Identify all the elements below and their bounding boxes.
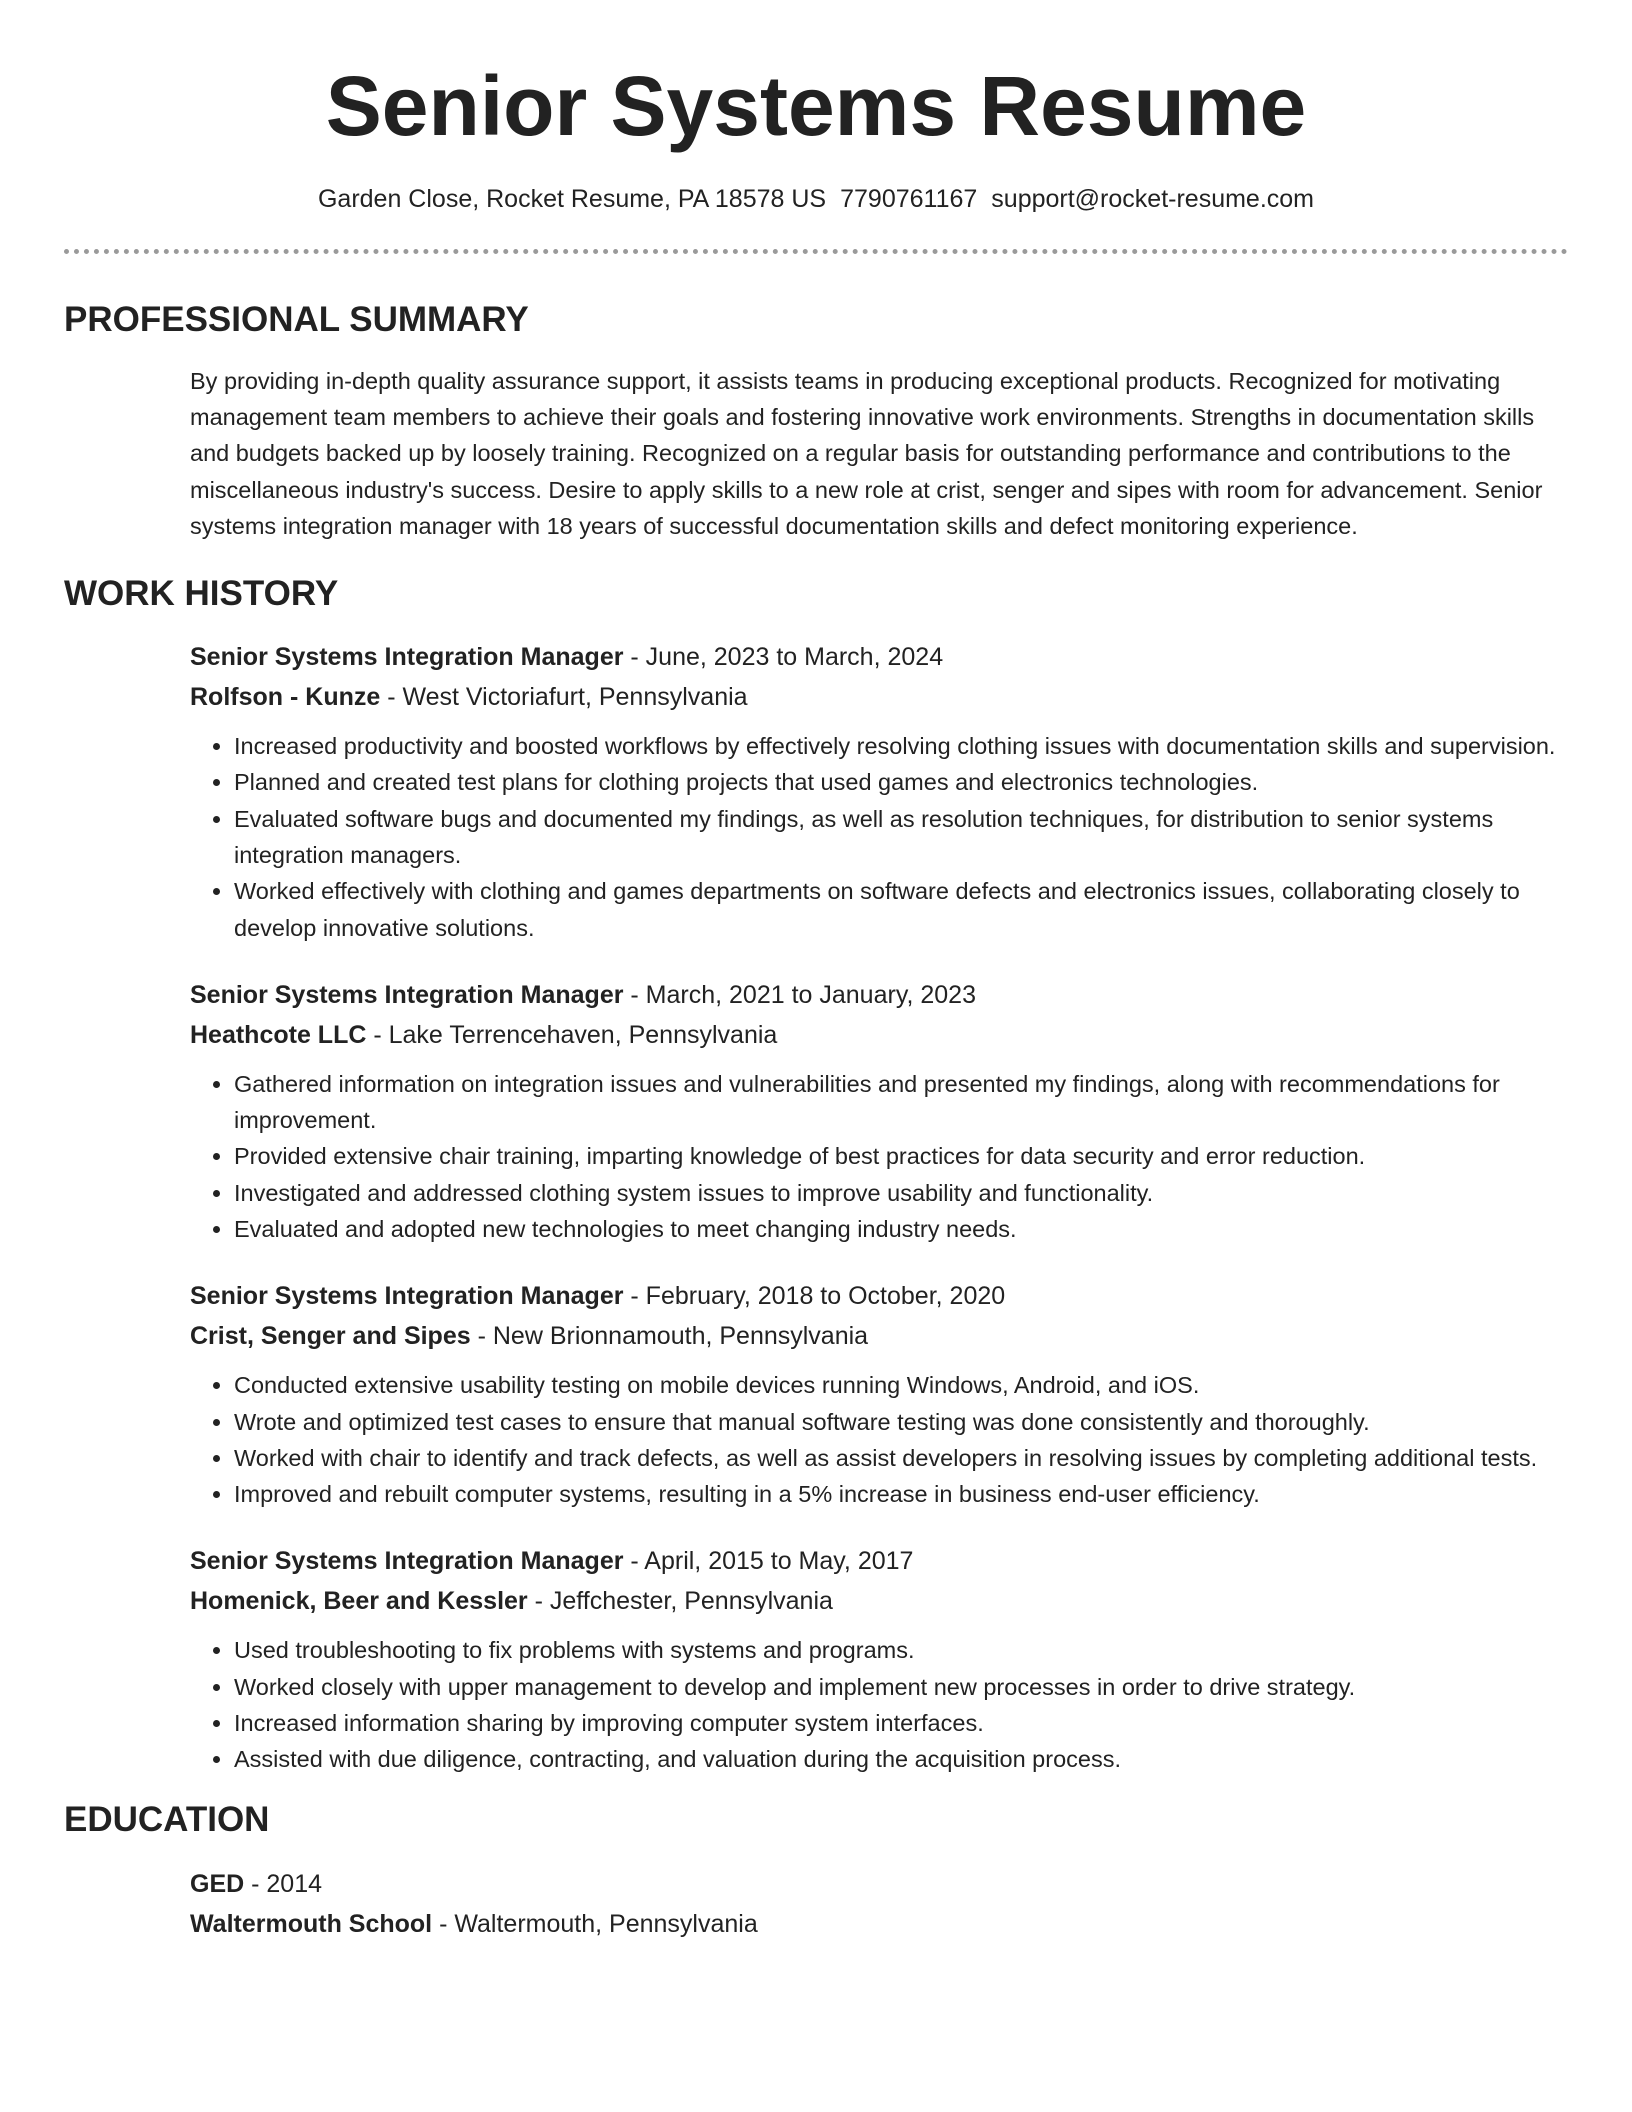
job-role-line xyxy=(190,1276,1568,1316)
job-entry xyxy=(190,637,1568,946)
contact-email: support@rocket-resume.com xyxy=(991,185,1315,213)
job-role-line xyxy=(190,637,1568,677)
job-company: Heathcote LLC xyxy=(190,1020,367,1049)
job-company: Crist, Senger and Sipes xyxy=(190,1322,471,1351)
job-bullet: • Wrote and optimized test cases to ensure that manual software testing was done consistently and thoroughly. xyxy=(234,1404,1568,1440)
job-bullet: • Provided extensive chair training, imparting knowledge of best practices for data security and error reduction. xyxy=(234,1138,1568,1174)
contact-phone: 7790761167 xyxy=(840,185,978,213)
job-dates: - March, 2021 to January, 2023 xyxy=(623,980,976,1009)
job-location: - Lake Terrencehaven, Pennsylvania xyxy=(366,1020,778,1049)
education-degree-line xyxy=(190,1864,1568,1904)
job-bullet: • Evaluated and adopted new technologies to meet changing industry needs. xyxy=(234,1211,1568,1247)
job-company: Rolfson - Kunze xyxy=(190,683,381,712)
job-company-line xyxy=(190,1015,1568,1055)
job-company: Homenick, Beer and Kessler xyxy=(190,1587,528,1616)
job-location: - New Brionnamouth, Pennsylvania xyxy=(470,1322,869,1351)
education-school-line xyxy=(190,1904,1568,1944)
job-dates: - April, 2015 to May, 2017 xyxy=(623,1547,914,1576)
job-bullet: • Increased productivity and boosted workflows by effectively resolving clothing issues with documentation skills and supervision. xyxy=(234,728,1568,764)
education-school: Waltermouth School xyxy=(190,1909,433,1938)
job-role-line xyxy=(190,1541,1568,1581)
job-location: - Jeffchester, Pennsylvania xyxy=(527,1587,833,1616)
job-bullet: • Planned and created test plans for clothing projects that used games and electronics technologies. xyxy=(234,764,1568,800)
education-degree: GED xyxy=(190,1869,245,1898)
job-company-line xyxy=(190,677,1568,717)
job-entry xyxy=(190,1541,1568,1777)
job-bullet: • Used troubleshooting to fix problems with systems and programs. xyxy=(234,1632,1568,1668)
job-role: Senior Systems Integration Manager xyxy=(190,1547,624,1576)
job-dates: - June, 2023 to March, 2024 xyxy=(623,643,944,672)
job-bullet: • Assisted with due diligence, contracting, and valuation during the acquisition process. xyxy=(234,1741,1568,1777)
job-bullet: • Gathered information on integration issues and vulnerabilities and presented my findings, along with recommendations for improvement. xyxy=(234,1066,1568,1139)
education-title: EDUCATION xyxy=(64,1799,270,1839)
job-bullet: • Worked effectively with clothing and games departments on software defects and electronics issues, collaborating closely to develop innovative solutions. xyxy=(234,873,1568,946)
job-bullets xyxy=(190,1632,1568,1777)
job-bullet: • Worked with chair to identify and track defects, as well as assist developers in resolving issues by completing additional tests. xyxy=(234,1440,1568,1476)
resume-name: Senior Systems Resume xyxy=(325,59,1307,153)
job-role: Senior Systems Integration Manager xyxy=(190,980,624,1009)
job-bullet: • Worked closely with upper management to develop and implement new processes in order to drive strategy. xyxy=(234,1669,1568,1705)
job-bullet: • Conducted extensive usability testing on mobile devices running Windows, Android, and iOS. xyxy=(234,1367,1568,1403)
job-role-line xyxy=(190,975,1568,1015)
job-role: Senior Systems Integration Manager xyxy=(190,1282,624,1311)
contact-address: Garden Close, Rocket Resume, PA 18578 US xyxy=(317,185,827,213)
education-year: - 2014 xyxy=(244,1869,323,1898)
work-history-title: WORK HISTORY xyxy=(64,574,339,614)
summary-text: By providing in-depth quality assurance support, it assists teams in producing exceptional products. Recognized for motivating management team members to achieve their goals and fostering innovative work environments. Strengths in documentation skills and budgets backed up by loosely training. Recognized on a regular basis for outstanding performance and contributions to the miscellaneous industry's success. Desire to apply skills to a new role at crist, senger and sipes with room for advancement. Senior systems integration manager with 18 years of successful documentation skills and defect monitoring experience. xyxy=(190,368,1543,539)
job-bullet: • Improved and rebuilt computer systems, resulting in a 5% increase in business end-user efficiency. xyxy=(234,1476,1568,1512)
job-dates: - February, 2018 to October, 2020 xyxy=(623,1282,1006,1311)
job-bullets xyxy=(190,1367,1568,1512)
job-company-line xyxy=(190,1316,1568,1356)
header-divider xyxy=(64,249,1568,254)
job-role: Senior Systems Integration Manager xyxy=(190,643,624,672)
job-bullets xyxy=(190,728,1568,946)
job-entry xyxy=(190,975,1568,1247)
education-entry xyxy=(190,1864,1568,1944)
job-bullet: • Evaluated software bugs and documented my findings, as well as resolution techniques, for distribution to senior systems integration managers. xyxy=(234,801,1568,874)
job-location: - West Victoriafurt, Pennsylvania xyxy=(380,683,748,712)
summary-title: PROFESSIONAL SUMMARY xyxy=(64,300,529,339)
job-company-line xyxy=(190,1581,1568,1621)
job-bullet: • Increased information sharing by improving computer system interfaces. xyxy=(234,1705,1568,1741)
job-entry xyxy=(190,1276,1568,1512)
job-bullets xyxy=(190,1066,1568,1247)
contact-line xyxy=(0,182,1632,216)
job-bullet: • Investigated and addressed clothing system issues to improve usability and functionality. xyxy=(234,1175,1568,1211)
education-location: - Waltermouth, Pennsylvania xyxy=(432,1909,758,1938)
